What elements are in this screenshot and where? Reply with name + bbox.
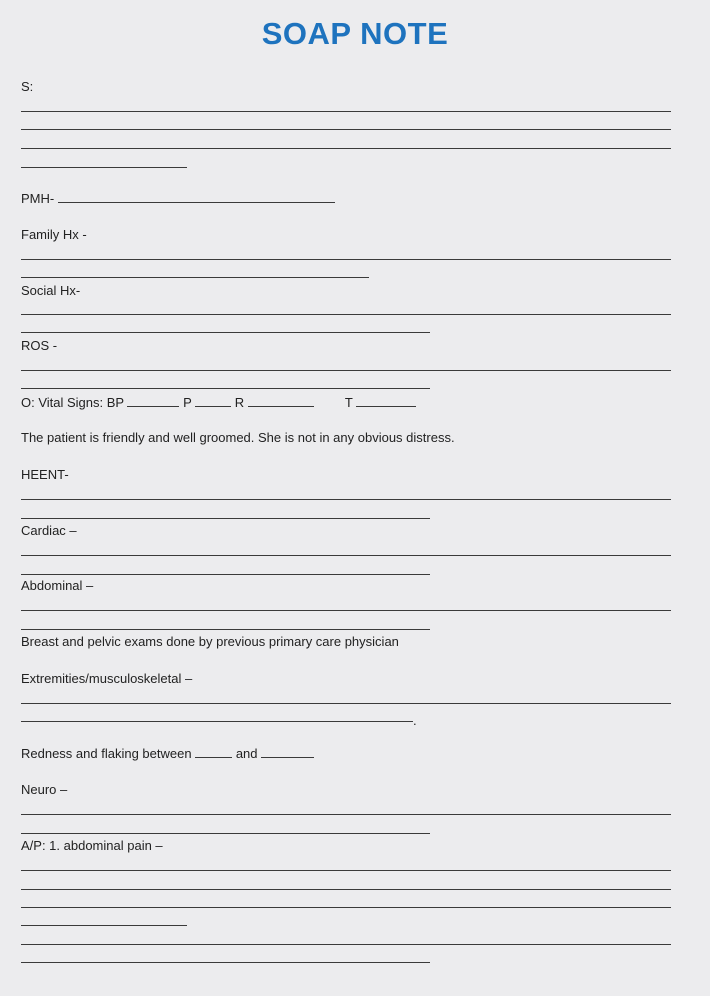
- ros-line-1[interactable]: [21, 370, 671, 371]
- extremities-period: .: [413, 713, 417, 728]
- subjective-line-4[interactable]: [21, 167, 187, 168]
- assessment-line-2[interactable]: [21, 889, 671, 890]
- social-hx-label: Social Hx-: [21, 283, 81, 298]
- abdominal-label: Abdominal –: [21, 578, 94, 593]
- cardiac-line-1[interactable]: [21, 555, 671, 556]
- pulse-label: P: [183, 395, 192, 410]
- redness-and: and: [235, 746, 258, 761]
- assessment-line-5[interactable]: [21, 944, 671, 945]
- redness-blank-1[interactable]: [195, 745, 232, 758]
- vital-signs-label: O: Vital Signs: BP: [21, 395, 124, 410]
- vital-signs-row: [21, 394, 416, 411]
- family-hx-line-1[interactable]: [21, 259, 671, 260]
- pmh-row: [21, 190, 335, 207]
- patient-statement: The patient is friendly and well groomed. She is not in any obvious distress.: [21, 430, 455, 445]
- subjective-line-2[interactable]: [21, 129, 671, 130]
- redness-row: [21, 745, 314, 762]
- respiration-label: R: [234, 395, 245, 410]
- pulse-blank[interactable]: [195, 394, 231, 407]
- neuro-line-2[interactable]: [21, 833, 430, 834]
- neuro-line-1[interactable]: [21, 814, 671, 815]
- heent-line-2[interactable]: [21, 518, 430, 519]
- abdominal-line-1[interactable]: [21, 610, 671, 611]
- subjective-label: S:: [21, 79, 34, 94]
- extremities-line-1[interactable]: [21, 703, 671, 704]
- family-hx-label: Family Hx -: [21, 227, 87, 242]
- breast-pelvic-statement: Breast and pelvic exams done by previous primary care physician: [21, 634, 399, 649]
- assessment-line-3[interactable]: [21, 907, 671, 908]
- heent-line-1[interactable]: [21, 499, 671, 500]
- assessment-line-6[interactable]: [21, 962, 430, 963]
- assessment-line-4[interactable]: [21, 925, 187, 926]
- respiration-blank[interactable]: [248, 394, 314, 407]
- temperature-blank[interactable]: [356, 394, 416, 407]
- extremities-label: Extremities/musculoskeletal –: [21, 671, 193, 686]
- family-hx-line-2[interactable]: [21, 277, 369, 278]
- subjective-line-1[interactable]: [21, 111, 671, 112]
- temperature-label: T: [344, 395, 353, 410]
- ros-line-2[interactable]: [21, 388, 430, 389]
- bp-blank[interactable]: [127, 394, 179, 407]
- assessment-line-1[interactable]: [21, 870, 671, 871]
- abdominal-line-2[interactable]: [21, 629, 430, 630]
- page-title: SOAP NOTE: [261, 16, 449, 51]
- subjective-line-3[interactable]: [21, 148, 671, 149]
- neuro-label: Neuro –: [21, 782, 68, 797]
- ros-label: ROS -: [21, 338, 58, 353]
- extremities-line-2[interactable]: [21, 721, 413, 722]
- redness-label: Redness and flaking between: [21, 746, 192, 761]
- redness-blank-2[interactable]: [261, 745, 314, 758]
- pmh-label: PMH-: [21, 191, 55, 206]
- heent-label: HEENT-: [21, 467, 69, 482]
- cardiac-label: Cardiac –: [21, 523, 77, 538]
- social-hx-line-2[interactable]: [21, 332, 430, 333]
- social-hx-line-1[interactable]: [21, 314, 671, 315]
- cardiac-line-2[interactable]: [21, 574, 430, 575]
- assessment-plan-label: A/P: 1. abdominal pain –: [21, 838, 163, 853]
- pmh-blank[interactable]: [58, 190, 335, 203]
